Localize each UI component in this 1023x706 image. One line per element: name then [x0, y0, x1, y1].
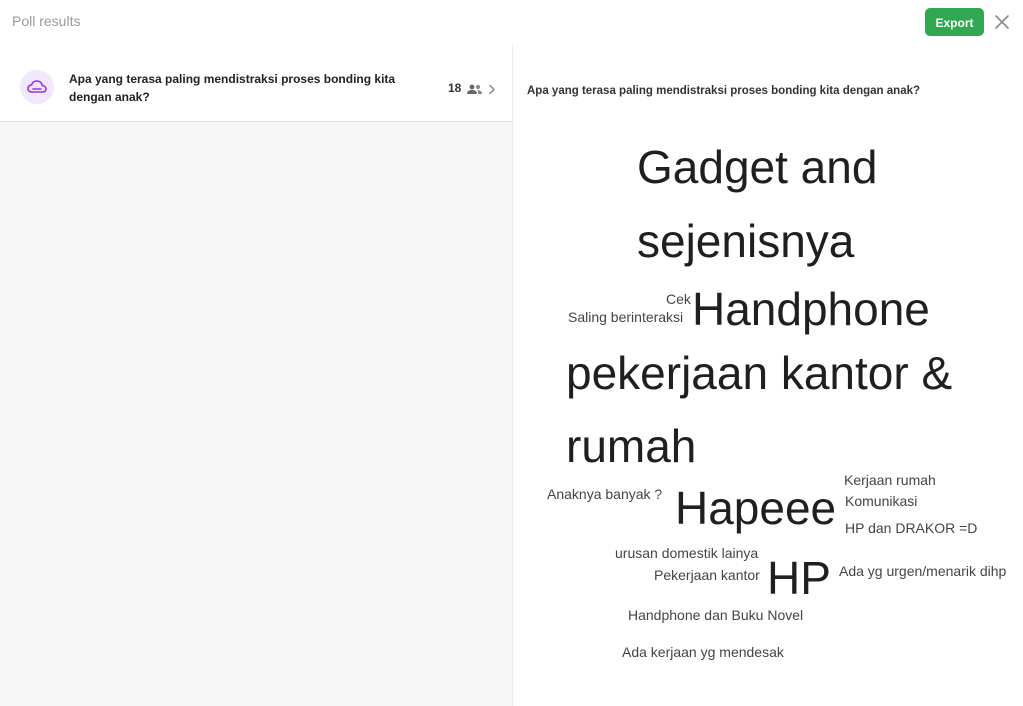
export-button[interactable]: Export	[925, 8, 984, 36]
result-question-title: Apa yang terasa paling mendistraksi proses bonding kita dengan anak?	[527, 85, 921, 97]
word-cloud-item: sejenisnya	[637, 215, 855, 267]
page-title: Poll results	[12, 13, 81, 29]
chevron-right-icon[interactable]	[488, 82, 496, 100]
word-cloud-item: Anaknya banyak ?	[547, 486, 663, 502]
poll-question: Apa yang terasa paling mendistraksi proses bonding kita dengan anak?	[69, 72, 396, 104]
word-cloud-item: rumah	[566, 420, 697, 472]
word-cloud-item: Handphone dan Buku Novel	[628, 607, 804, 623]
word-cloud-item: Pekerjaan kantor	[654, 567, 760, 583]
word-cloud-item: Hapeee	[675, 482, 837, 534]
results-panel	[513, 44, 1023, 706]
top-bar	[0, 0, 1023, 44]
poll-list-panel	[0, 44, 513, 706]
word-cloud-item: Gadget and	[637, 141, 878, 193]
word-cloud-item: Saling berinteraksi	[568, 309, 684, 325]
cloud-icon	[20, 70, 54, 104]
word-cloud-item: urusan domestik lainya	[615, 545, 759, 561]
poll-list-item[interactable]	[0, 44, 512, 122]
word-cloud-item: HP dan DRAKOR =D	[845, 520, 978, 536]
people-icon	[466, 82, 483, 100]
word-cloud-item: Handphone	[692, 283, 930, 335]
close-icon[interactable]	[992, 12, 1012, 32]
word-cloud-item: Ada yg urgen/menarik dihp	[839, 563, 1007, 579]
word-cloud-item: Ada kerjaan yg mendesak	[622, 644, 784, 660]
word-cloud-item: Kerjaan rumah	[844, 472, 936, 488]
word-cloud-item: Cek	[666, 291, 691, 307]
word-cloud-item: pekerjaan kantor &	[566, 347, 953, 399]
word-cloud-item: Komunikasi	[845, 493, 918, 509]
word-cloud-item: HP	[767, 552, 831, 604]
response-count: 18	[448, 81, 462, 95]
